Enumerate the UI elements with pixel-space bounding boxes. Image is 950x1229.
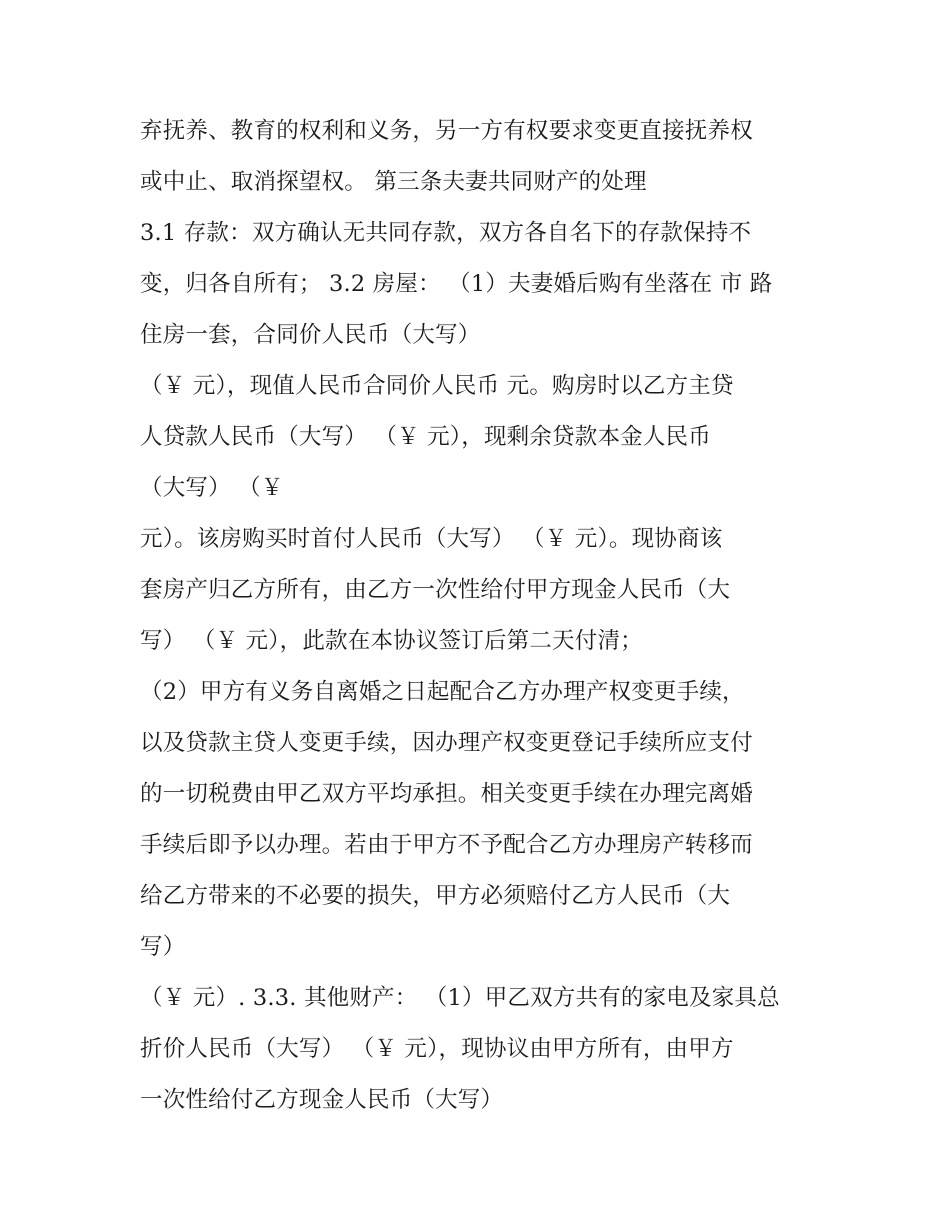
- text-line: 或中止、取消探望权。 第三条夫妻共同财产的处理: [140, 169, 647, 195]
- text-line: 住房一套，合同价人民币（大写）: [140, 322, 481, 348]
- text-line: 写） （￥ 元），此款在本协议签订后第二天付清；: [140, 628, 643, 654]
- text-line: 元）。该房购买时首付人民币（大写） （￥ 元）。现协商该: [140, 526, 723, 552]
- text-line: 给乙方带来的不必要的损失，甲方必须赔付乙方人民币（大: [140, 883, 731, 909]
- text-line: （￥ 元），现值人民币合同价人民币 元。购房时以乙方主贷: [140, 373, 734, 399]
- text-line: 写）: [140, 934, 186, 960]
- text-line: 套房产归乙方所有，由乙方一次性给付甲方现金人民币（大: [140, 577, 731, 603]
- text-line: 以及贷款主贷人变更手续，因办理产权变更登记手续所应支付: [140, 730, 753, 756]
- text-line: （大写） （￥: [140, 475, 284, 501]
- text-line: 手续后即予以办理。若由于甲方不予配合乙方办理房产转移而: [140, 832, 753, 858]
- text-line: 人贷款人民币（大写） （￥ 元），现剩余贷款本金人民币: [140, 424, 711, 450]
- text-line: 弃抚养、教育的权利和义务，另一方有权要求变更直接抚养权: [140, 118, 753, 144]
- text-line: 折价人民币（大写） （￥ 元），现协议由甲方所有，由甲方: [140, 1036, 734, 1062]
- text-line: 变，归各自所有； 3.2 房屋： （1）夫妻婚后购有坐落在 市 路: [140, 271, 773, 297]
- text-line: 3.1 存款：双方确认无共同存款，双方各自名下的存款保持不: [140, 220, 752, 246]
- text-line: 的一切税费由甲乙双方平均承担。相关变更手续在办理完离婚: [140, 781, 753, 807]
- text-line: （2）甲方有义务自离婚之日起配合乙方办理产权变更手续，: [140, 679, 745, 705]
- text-line: 一次性给付乙方现金人民币（大写）: [140, 1087, 504, 1113]
- document-body: [140, 106, 830, 1126]
- text-line: （￥ 元）. 3.3. 其他财产： （1）甲乙双方共有的家电及家具总: [140, 985, 780, 1011]
